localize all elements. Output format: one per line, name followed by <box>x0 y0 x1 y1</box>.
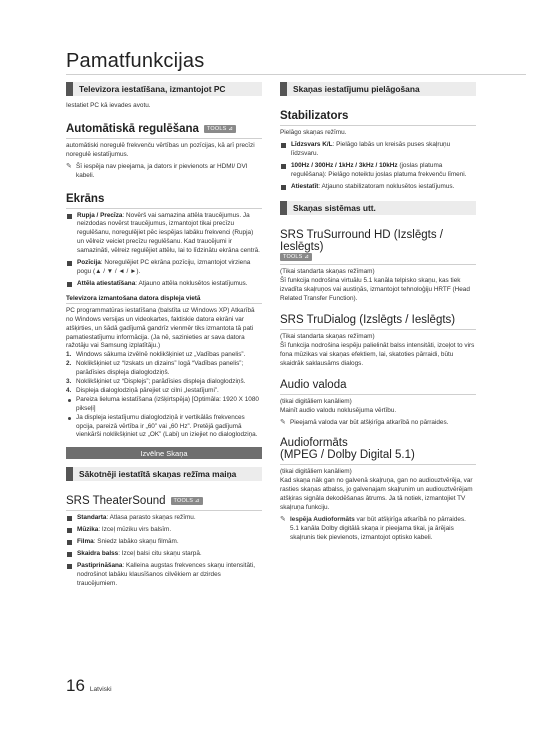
bullet-dot-icon <box>68 399 71 402</box>
note-audio-language: ✎ Pieejamā valoda var būt atšķirīga atkarībā no pārraides. <box>280 418 449 426</box>
step-item <box>66 387 262 396</box>
heading-trusurround: SRS TruSurround HD (Izslēgts / Ieslēgts) TOOLS ⊿ <box>280 229 443 261</box>
bullet-square-icon <box>67 214 72 219</box>
bullet-square-icon <box>67 516 72 521</box>
page-number: 16 <box>66 676 85 695</box>
bullet-square-icon <box>67 564 72 569</box>
equalizer-list <box>280 141 476 192</box>
equalizer-item: Līdzsvars K/L: Pielāgo labās un kreisās puses skaļruņu līdzsvaru. <box>280 141 476 159</box>
section-marker <box>280 201 287 215</box>
bullet-square-icon <box>67 540 72 545</box>
left-column <box>66 80 262 589</box>
step-item <box>66 378 262 387</box>
srs-list <box>66 514 262 588</box>
heading-trudialog: SRS TruDialog (Izslēgts / Ieslēgts) <box>280 314 456 327</box>
sound-menu-bar: Izvēlne Skaņa <box>66 447 262 459</box>
steps-list <box>66 351 262 396</box>
sound-mode-item: Standarta: Atlasa parasto skaņas režīmu. <box>66 514 262 523</box>
audio-language-text: Mainīt audio valodu noklusējuma vērtību. <box>280 406 397 414</box>
note-icon: ✎ <box>280 418 286 426</box>
audio-format-mode: (tikai digitāliem kanāliem) <box>280 468 352 476</box>
divider <box>280 264 476 265</box>
bullet-square-icon <box>67 282 72 287</box>
pc-intro: Iestatiet PC kā ievades avotu. <box>66 102 151 109</box>
section-header-pc: Televizora iestatīšana, izmantojot PC <box>66 82 262 96</box>
step-number: 1. <box>66 351 72 359</box>
dots-list <box>66 396 262 441</box>
audio-format-text: Kad skaņa nāk gan no galvenā skaļruņa, gan no audiouztvērēja, var rasties skaņas atbalss, jo galvenajam skaļrunim un audiouztvērējam atšķiras signāla dekodēšanas ātrums. Ja tā notiek, izmantojiet TV skaļruņa funkciju. <box>280 477 473 512</box>
heading-auto-adjust: Automātiskā regulēšana TOOLS ⊿ <box>66 123 262 135</box>
bullet-square-icon <box>281 185 286 190</box>
section-marker <box>66 82 73 96</box>
divider <box>280 125 476 126</box>
divider <box>280 329 476 330</box>
step-number: 3. <box>66 378 72 386</box>
dot-text: Ja displeja iestatījumu dialoglodziņā ir vertikālās frekvences opcija, pareizā vērtība ir „60” vai „60 Hz”. Pretējā gadījumā vienkārši noklikšķiniet uz „OK” (Labi) un iziejiet no dialoglodziņa. <box>76 413 258 439</box>
step-number: 2. <box>66 360 72 368</box>
sound-mode-item: Mūzika: Izceļ mūziku virs balsīm. <box>66 526 262 535</box>
note-icon: ✎ <box>66 162 72 170</box>
bullet-dot-icon <box>68 417 71 420</box>
bullet-coarse-fine: Rupja / Precīza: Novērš vai samazina attēla traucējumus. Ja neizdodas novērst traucējumus, izmantojot tikai precīzu regulēšanu, noregulējiet pēc iespējas labāku frekvenci (Rupja) un vēlreiz veiciet precīzu regulēšanu. Kad traucējumi ir samazināti, vēlreiz regulējiet attēlu, lai to līdzinātu ekrāna centrā. <box>66 212 262 257</box>
sound-mode-item: Filma: Sniedz labāko skaņu filmām. <box>66 538 262 547</box>
bullet-image-reset: Attēla atiestatīšana: Atjauno attēla noklusētos iestatījumus. <box>66 280 262 289</box>
step-item <box>66 360 262 378</box>
tools-badge: TOOLS ⊿ <box>280 253 312 261</box>
section-header-sound-adjust: Skaņas iestatījumu pielāgošana <box>280 82 476 96</box>
heading-audio-format: Audioformāts (MPEG / Dolby Digital 5.1) <box>280 437 415 462</box>
right-column <box>280 80 476 543</box>
title-divider <box>66 74 526 75</box>
trusurround-text: Šī funkcija nodrošina virtuālu 5.1 kanāla telpisko skaņu, kas tiek izvadīta skaļruņos vai austiņās, izmantojot tehnoloģiju HRTF (Head Related Transfer Function). <box>280 277 470 303</box>
equalizer-item: Atiestatīt: Atjauno stabilizatoram noklusētos iestatījumus. <box>280 183 476 192</box>
bullet-position: Pozīcija: Noregulējiet PC ekrāna pozīciju, izmantojot virziena pogu (▲ / ▼ / ◄ / ►). <box>66 259 262 277</box>
divider <box>280 464 476 465</box>
note-audio-format: ✎ Iespēja Audioformāts var būt atšķirīga atkarībā no pārraides. 5.1 kanāla Dolby digitālā skaņa ir pieejama tikai, ja ārējais skaļrunis tiek pievienots, izmantojot optisko kabeli. <box>280 515 466 541</box>
heading-audio-language: Audio valoda <box>280 378 347 391</box>
step-text: Windows sākuma izvēlnē noklikšķiniet uz „Vadības panelis”. <box>76 351 246 359</box>
dot-text: Pareiza lieluma iestatīšana (izšķirtspēja) [Optimāla: 1920 X 1080 pikseļi] <box>76 395 259 412</box>
page-title: Pamatfunkcijas <box>66 50 205 72</box>
divider <box>66 208 262 209</box>
note-auto: ✎ Šī iespēja nav pieejama, ja dators ir pievienots ar HDMI/ DVI kabeli. <box>66 162 248 179</box>
heading-equalizer: Stabilizators <box>280 110 349 122</box>
footer-language: Latviski <box>89 686 112 693</box>
bullet-square-icon <box>281 143 286 148</box>
divider <box>66 138 262 139</box>
section-marker <box>280 82 287 96</box>
step-text: Noklikšķiniet uz “Izskats un dizains” logā “Vadības panelis”; parādīsies displeja dialoglodziņš. <box>76 360 244 377</box>
sound-mode-item: Pastiprināšana: Kalleina augstas frekvences skaņu intensitāti, nodrošinot labāku klausīšanos cilvēkiem ar dzirdes traucējumiem. <box>66 562 262 589</box>
divider <box>280 394 476 395</box>
divider <box>66 303 262 304</box>
trusurround-mode: (Tikai standarta skaņas režīmam) <box>280 268 375 276</box>
heading-srs-theatersound: SRS TheaterSound TOOLS ⊿ <box>66 495 262 507</box>
step-item <box>66 351 262 360</box>
trudialog-mode: (Tikai standarta skaņas režīmam) <box>280 333 375 341</box>
step-number: 4. <box>66 386 72 394</box>
bullet-square-icon <box>67 261 72 266</box>
trudialog-text: Šī funkcija nodrošina iespēju palielināt balss intensitāti, izceļot to virs fona mūzikas vai skaņas efektiem, lai, skatoties pārraidi, būtu skaidrāk saklausāms dialogs. <box>280 341 475 367</box>
dot-item <box>66 414 262 441</box>
step-text: Noklikšķiniet uz “Displejs”; parādīsies displeja dialoglodziņš. <box>76 378 246 386</box>
bullet-square-icon <box>281 164 286 169</box>
bullet-square-icon <box>67 552 72 557</box>
heading-screen: Ekrāns <box>66 192 105 205</box>
section-header-sound-mode: Sākotnēji iestatītā skaņas režīma maiņa <box>66 467 262 481</box>
note-icon: ✎ <box>280 515 286 523</box>
auto-adjust-text: automātiski noregulē frekvenču vērtības un pozīcijas, kā arī precīzi noregulē iestatījumus. <box>66 141 255 158</box>
tools-badge: TOOLS ⊿ <box>171 497 203 505</box>
section-marker <box>66 467 73 481</box>
sound-mode-item: Skaidra balss: Izceļ balsi citu skaņu starpā. <box>66 550 262 559</box>
divider <box>66 510 262 511</box>
dot-item <box>66 396 262 414</box>
equalizer-item: 100Hz / 300Hz / 1kHz / 3kHz / 10kHz (joslas platuma regulēšana): Pielāgo noteiktu joslas platuma frekvenču līmeni. <box>280 162 476 180</box>
page-footer <box>66 676 112 696</box>
monitor-text: PC programmatūras iestatīšana (balstīta uz Windows XP) Atkarībā no Windows versijas un videokartes, faktiskie datora ekrāni var atšķirties, un šādā gadījumā gandrīz vienmēr tiks izmantota tā pati pamatiestatījumu informācija. (Ja nē, sazinieties ar sava datora ražotāju vai Samsung izplatītāju.) <box>66 306 255 350</box>
step-text: Displeja dialoglodziņā pārejiet uz cilni „Iestatījumi”. <box>76 386 219 394</box>
tools-badge: TOOLS ⊿ <box>204 125 236 133</box>
equalizer-intro: Pielāgo skaņas režīmu. <box>280 129 347 136</box>
section-header-sound-system: Skaņas sistēmas utt. <box>280 201 476 215</box>
audio-language-mode: (tikai digitāliem kanāliem) <box>280 397 352 405</box>
bullet-square-icon <box>67 528 72 533</box>
monitor-subheading: Televizora izmantošana datora displeja vietā <box>66 294 201 302</box>
